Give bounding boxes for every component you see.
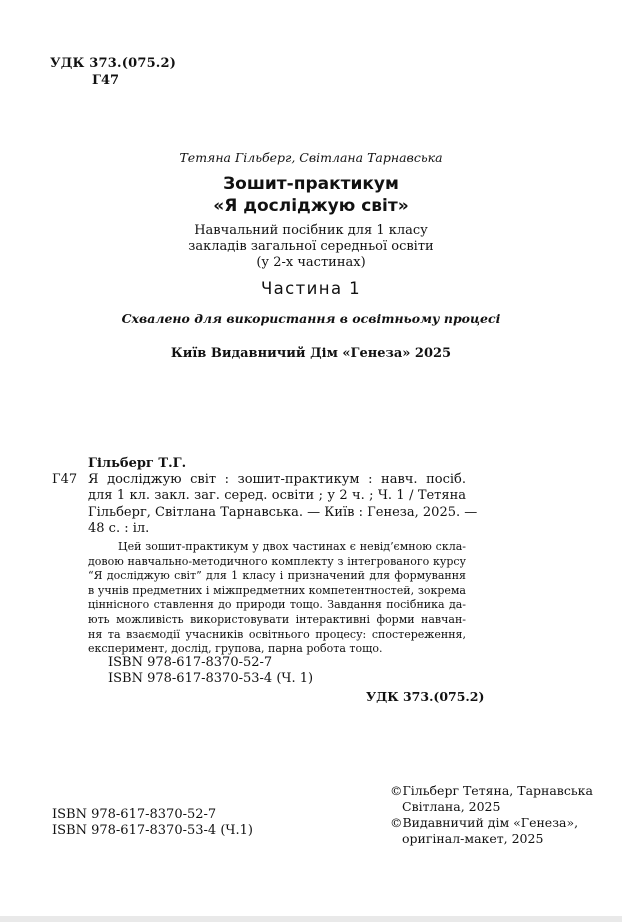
book-title-line2: «Я досліджую світ» — [213, 196, 409, 216]
udc-code: УДК 373.(075.2) — [50, 56, 177, 71]
subtitle-line: Навчальний посібник для 1 класу — [194, 223, 428, 238]
catalog-author: Гільберг Т.Г. — [88, 456, 187, 471]
authors: Тетяна Гільберг, Світлана Тарнавська — [179, 150, 443, 165]
annotation-line: Цей зошит-практикум у двох частинах є невід’ємною скла- — [118, 540, 466, 553]
subtitle-line: закладів загальної середньої освіти — [188, 239, 434, 254]
catalog-line: для 1 кл. закл. заг. серед. освіти ; у 2 ч. ; Ч. 1 / Тетяна — [88, 488, 466, 504]
catalog-udc: УДК 373.(075.2) — [366, 689, 485, 704]
copyright-line: Світлана, 2025 — [402, 799, 501, 814]
author-mark: Г47 — [92, 73, 120, 88]
footer-isbn-part: ISBN 978-617-8370-53-4 (Ч.1) — [52, 823, 253, 838]
catalog-line: Гільберг, Світлана Тарнавська. — Київ : Генеза, 2025. — — [88, 504, 478, 520]
approval-note: Схвалено для використання в освітньому процесі — [121, 311, 501, 326]
page-bottom-edge — [0, 916, 622, 922]
part-number: Частина 1 — [260, 279, 362, 298]
catalog-isbn-part: ISBN 978-617-8370-53-4 (Ч. 1) — [108, 671, 314, 686]
catalog-description — [88, 472, 478, 538]
annotation-line: експеримент, дослід, групова, парна робота тощо. — [88, 642, 383, 656]
footer-isbn-set: ISBN 978-617-8370-52-7 — [52, 807, 217, 822]
catalog-line: 48 с. : іл. — [88, 521, 150, 537]
annotation-line: “Я досліджую світ” для 1 класу і призначений для формування — [88, 569, 466, 583]
copyright-line: ©Видавничий дім «Генеза», — [390, 815, 579, 830]
annotation-line: ня та взаємодії учасників освітнього процесу: спостереження, — [88, 627, 466, 641]
copyright-line: ©Гільберг Тетяна, Тарнавська — [390, 783, 593, 798]
annotation-line: ціннісного ставлення до природи тощо. Завдання посібника да- — [88, 598, 466, 612]
annotation — [88, 540, 466, 657]
annotation-line: в учнів предметних і міжпредметних компетентностей, зокрема — [88, 583, 466, 597]
catalog-code: Г47 — [52, 472, 78, 487]
subtitle-line: (у 2-х частинах) — [256, 255, 366, 270]
catalog-isbn-set: ISBN 978-617-8370-52-7 — [108, 655, 273, 670]
publisher-line: Київ Видавничий Дім «Генеза» 2025 — [170, 346, 452, 361]
annotation-line: ють можливість використовувати інтерактивні форми навчан- — [88, 612, 466, 626]
catalog-line: Я досліджую світ : зошит-практикум : навч. посіб. — [88, 472, 466, 487]
copyright-line: оригінал-макет, 2025 — [402, 831, 544, 846]
book-title-line1: Зошит-практикум — [223, 174, 399, 194]
annotation-line: довою навчально-методичного комплекту з інтегрованого курсу — [88, 554, 466, 568]
